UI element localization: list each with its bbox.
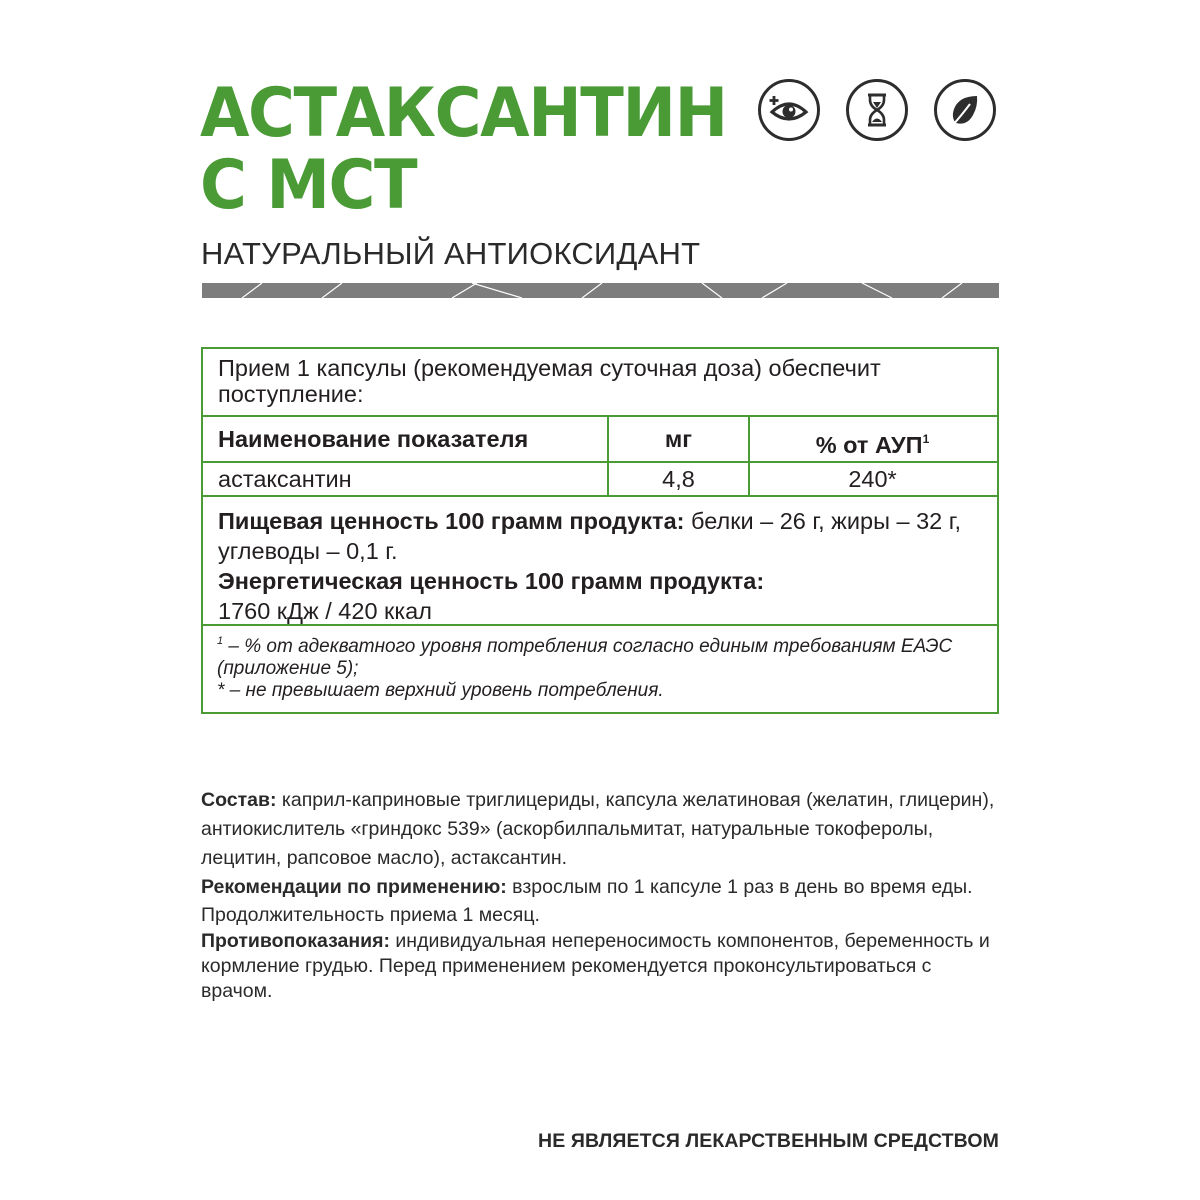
table-row-name: астаксантин [218, 466, 352, 492]
product-description [201, 786, 1001, 1004]
feature-icons [758, 79, 1000, 141]
energy-label: Энергетическая ценность 100 грамм продукта: [218, 568, 765, 594]
decorative-divider [202, 283, 999, 298]
table-row-percent: 240* [848, 466, 897, 492]
leaf-icon [934, 79, 996, 141]
table-divider [203, 624, 997, 626]
nutrition-label: Пищевая ценность 100 грамм продукта: [218, 508, 685, 534]
composition-value: каприл-каприновые триглицериды, капсула желатиновая (желатин, глицерин), антиокислитель «гриндокс 539» (аскорбилпальмитат, натуральные токоферолы, лецитин, рапсовое масло), астаксантин. [201, 789, 995, 869]
nutrition-table [201, 347, 999, 714]
footnote-mark: 1 [217, 635, 224, 647]
table-divider [203, 415, 997, 417]
nutrition-values [218, 506, 993, 626]
table-row-mg: 4,8 [662, 466, 695, 492]
usage-value: взрослым по 1 капсуле 1 раз в день во время еды. Продолжительность приема 1 месяц. [201, 876, 973, 926]
contraindications-text [201, 929, 1001, 1004]
footnote-1: – % от адекватного уровня потребления согласно единым требованиям ЕАЭС (приложение 5); [217, 636, 953, 679]
disclaimer: НЕ ЯВЛЯЕТСЯ ЛЕКАРСТВЕННЫМ СРЕДСТВОМ [538, 1130, 999, 1152]
column-header-name: Наименование показателя [218, 426, 529, 452]
usage-label: Рекомендации по применению: [201, 876, 507, 898]
footnote-ref: 1 [922, 432, 930, 446]
nutrition-value: белки – 26 г, жиры – 32 г, углеводы – 0,1 г. [218, 508, 961, 564]
contraindications-label: Противопоказания: [201, 930, 390, 952]
title-line-1: АСТАКСАНТИН [200, 74, 727, 153]
composition-label: Состав: [201, 789, 277, 811]
column-header-percent [748, 425, 997, 459]
hourglass-icon [846, 79, 908, 141]
column-header-percent-label: % от АУП [815, 432, 923, 458]
product-subtitle: НАТУРАЛЬНЫЙ АНТИОКСИДАНТ [201, 236, 701, 271]
usage-text [201, 873, 1001, 929]
table-divider [203, 461, 997, 463]
table-footnotes [217, 630, 992, 702]
product-title [200, 74, 727, 225]
table-divider [203, 495, 997, 497]
composition-text [201, 786, 1001, 873]
eye-plus-icon [758, 79, 820, 141]
title-line-2: С МСТ [200, 146, 417, 225]
column-header-mg: мг [664, 426, 693, 452]
table-intro: Прием 1 капсулы (рекомендуемая суточная доза) обеспечит поступление: [218, 355, 881, 407]
contraindications-value: индивидуальная непереносимость компонентов, беременность и кормление грудью. Перед применением рекомендуется проконсультироваться с врачом. [201, 930, 990, 1002]
footnote-2: * – не превышает верхний уровень потребления. [217, 680, 664, 701]
energy-value: 1760 кДж / 420 ккал [218, 598, 432, 624]
